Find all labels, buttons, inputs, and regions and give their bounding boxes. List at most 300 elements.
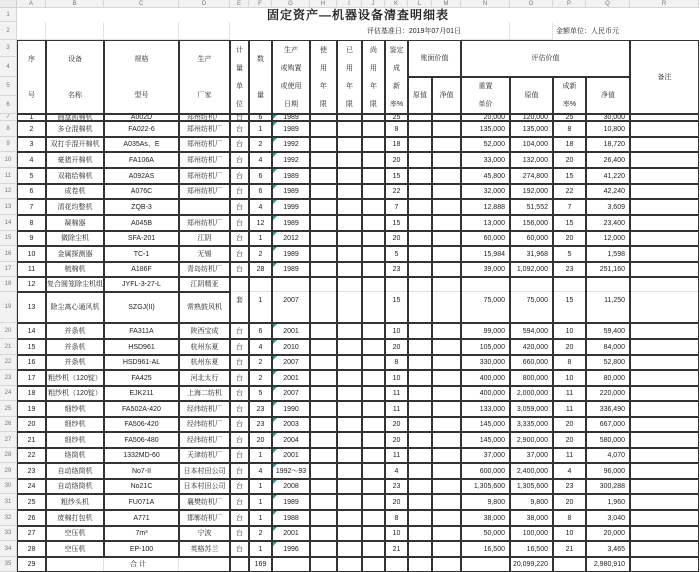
spec-cell[interactable]: HSD961 [104, 339, 179, 355]
book-orig-cell[interactable] [408, 137, 432, 152]
prod-date-cell[interactable]: 2007 [272, 355, 310, 370]
eval-net-cell[interactable]: 23,400 [586, 215, 630, 231]
remark-cell[interactable] [630, 417, 699, 432]
remark-cell[interactable] [630, 262, 699, 277]
life-cell[interactable] [310, 184, 337, 199]
eval-rate-cell[interactable]: 8 [553, 355, 586, 370]
seq-cell[interactable]: 29 [17, 557, 46, 572]
spec-cell[interactable]: FA022-6 [104, 121, 179, 137]
eval-rate-cell[interactable]: 10 [553, 370, 586, 386]
remark-cell[interactable] [630, 541, 699, 557]
row-header[interactable]: 6 [0, 96, 17, 114]
qty-cell[interactable]: 2 [249, 370, 272, 386]
book-net-cell[interactable] [432, 494, 461, 510]
qty-cell[interactable]: 1 [249, 479, 272, 494]
remark-cell[interactable] [630, 121, 699, 137]
column-header-f[interactable]: F [249, 0, 272, 8]
book-net-cell[interactable] [432, 152, 461, 168]
remark-cell[interactable] [630, 323, 699, 339]
repl-price-cell[interactable]: 330,000 [461, 355, 510, 370]
life-cell[interactable] [310, 494, 337, 510]
life-cell[interactable] [310, 432, 337, 448]
device-name-cell[interactable]: 复合圆笼除尘机组 [46, 277, 104, 292]
unit-cell[interactable]: 台 [230, 510, 249, 526]
eval-rate-cell[interactable]: 7 [553, 199, 586, 215]
comment-indicator-icon[interactable] [273, 185, 277, 189]
unit-cell[interactable]: 台 [230, 463, 249, 479]
book-net-cell[interactable] [432, 510, 461, 526]
prod-date-cell[interactable]: 2007 [272, 386, 310, 401]
seq-cell[interactable]: 20 [17, 417, 46, 432]
eval-rate-cell[interactable]: 10 [553, 323, 586, 339]
eval-rate-cell[interactable]: 15 [553, 277, 586, 323]
repl-price-cell[interactable]: 60,000 [461, 231, 510, 246]
totals-empty-cell[interactable] [337, 557, 362, 572]
used-cell[interactable] [337, 479, 362, 494]
row-header[interactable]: 17 [0, 262, 17, 277]
rate-cell[interactable]: 21 [385, 541, 408, 557]
device-name-cell[interactable]: 络筒机 [46, 448, 104, 463]
eval-rate-cell[interactable]: 23 [553, 262, 586, 277]
used-cell[interactable] [337, 277, 362, 323]
seq-cell[interactable]: 4 [17, 152, 46, 168]
book-net-cell[interactable] [432, 121, 461, 137]
used-cell[interactable] [337, 370, 362, 386]
row-header[interactable]: 11 [0, 168, 17, 184]
eval-rate-cell[interactable]: 22 [553, 184, 586, 199]
used-cell[interactable] [337, 401, 362, 417]
book-net-cell[interactable] [432, 168, 461, 184]
spec-cell[interactable]: SZGJ(II) [104, 292, 179, 323]
totals-empty-cell[interactable] [362, 557, 385, 572]
remark-cell[interactable] [630, 401, 699, 417]
remaining-cell[interactable] [362, 417, 385, 432]
used-cell[interactable] [337, 526, 362, 541]
remaining-cell[interactable] [362, 370, 385, 386]
life-cell[interactable] [310, 370, 337, 386]
unit-cell[interactable]: 台 [230, 494, 249, 510]
used-cell[interactable] [337, 137, 362, 152]
eval-orig-cell[interactable]: 2,000,000 [510, 386, 553, 401]
maker-cell[interactable]: 郑州纺机厂 [179, 168, 230, 184]
maker-cell[interactable]: 宁波 [179, 526, 230, 541]
qty-cell[interactable]: 1 [249, 541, 272, 557]
comment-indicator-icon[interactable] [273, 138, 277, 142]
prod-date-cell[interactable]: 1989 [272, 246, 310, 262]
prod-date-cell[interactable]: 1996 [272, 541, 310, 557]
remark-cell[interactable] [630, 557, 699, 572]
column-header-m[interactable]: M [432, 0, 461, 8]
seq-cell[interactable]: 15 [17, 339, 46, 355]
life-cell[interactable] [310, 114, 337, 121]
device-name-cell[interactable]: 并条机 [46, 339, 104, 355]
repl-price-cell[interactable]: 37,000 [461, 448, 510, 463]
rate-cell[interactable]: 25 [385, 114, 408, 121]
prod-date-cell[interactable]: 1989 [272, 215, 310, 231]
book-net-cell[interactable] [432, 386, 461, 401]
remaining-cell[interactable] [362, 494, 385, 510]
eval-net-cell[interactable]: 12,000 [586, 231, 630, 246]
spec-cell[interactable]: TC-1 [104, 246, 179, 262]
eval-rate-cell[interactable]: 15 [553, 215, 586, 231]
eval-orig-cell[interactable]: 800,000 [510, 370, 553, 386]
maker-cell[interactable]: 杭州东夏 [179, 339, 230, 355]
qty-cell[interactable]: 1 [249, 277, 272, 323]
book-net-cell[interactable] [432, 246, 461, 262]
maker-cell[interactable]: 经纬纺机厂 [179, 417, 230, 432]
prod-date-cell[interactable]: 1992 [272, 137, 310, 152]
book-orig-cell[interactable] [408, 386, 432, 401]
remark-cell[interactable] [630, 231, 699, 246]
life-cell[interactable] [310, 137, 337, 152]
device-name-cell[interactable]: 凝棉器 [46, 215, 104, 231]
remaining-cell[interactable] [362, 114, 385, 121]
qty-cell[interactable]: 4 [249, 339, 272, 355]
unit-cell[interactable]: 台 [230, 231, 249, 246]
unit-cell[interactable]: 台 [230, 401, 249, 417]
rate-cell[interactable]: 20 [385, 339, 408, 355]
spec-cell[interactable]: A186F [104, 262, 179, 277]
eval-orig-cell[interactable]: 135,000 [510, 121, 553, 137]
eval-orig-cell[interactable]: 594,000 [510, 323, 553, 339]
repl-price-cell[interactable]: 600,000 [461, 463, 510, 479]
prod-date-cell[interactable]: 2007 [272, 277, 310, 323]
remark-cell[interactable] [630, 184, 699, 199]
comment-indicator-icon[interactable] [273, 115, 277, 119]
device-name-cell[interactable]: 自动络筒机 [46, 479, 104, 494]
eval-rate-cell[interactable]: 20 [553, 152, 586, 168]
life-cell[interactable] [310, 355, 337, 370]
used-cell[interactable] [337, 231, 362, 246]
rate-cell[interactable]: 23 [385, 262, 408, 277]
eval-orig-cell[interactable]: 132,000 [510, 152, 553, 168]
eval-orig-cell[interactable]: 3,335,000 [510, 417, 553, 432]
repl-price-cell[interactable]: 45,800 [461, 168, 510, 184]
qty-cell[interactable]: 4 [249, 463, 272, 479]
comment-indicator-icon[interactable] [273, 169, 277, 173]
eval-rate-cell[interactable]: 25 [553, 114, 586, 121]
prod-date-cell[interactable]: 1989 [272, 121, 310, 137]
prod-date-cell[interactable]: 2012 [272, 231, 310, 246]
used-cell[interactable] [337, 510, 362, 526]
remaining-cell[interactable] [362, 386, 385, 401]
remaining-cell[interactable] [362, 137, 385, 152]
life-cell[interactable] [310, 168, 337, 184]
eval-net-cell[interactable]: 220,000 [586, 386, 630, 401]
eval-orig-cell[interactable]: 192,000 [510, 184, 553, 199]
comment-indicator-icon[interactable] [273, 387, 277, 391]
maker-cell[interactable]: 经纬纺机厂 [179, 401, 230, 417]
comment-indicator-icon[interactable] [273, 371, 277, 375]
comment-indicator-icon[interactable] [273, 542, 277, 546]
unit-cell[interactable]: 台 [230, 370, 249, 386]
maker-cell[interactable]: 常熟鼓风机 [179, 292, 230, 323]
qty-cell[interactable]: 6 [249, 184, 272, 199]
unit-cell[interactable]: 台 [230, 432, 249, 448]
used-cell[interactable] [337, 463, 362, 479]
grid-cell[interactable] [17, 22, 46, 40]
seq-cell[interactable]: 14 [17, 323, 46, 339]
life-cell[interactable] [310, 199, 337, 215]
qty-cell[interactable]: 6 [249, 114, 272, 121]
repl-price-cell[interactable]: 145,000 [461, 417, 510, 432]
seq-cell[interactable]: 26 [17, 510, 46, 526]
spec-cell[interactable]: FA506-480 [104, 432, 179, 448]
seq-cell[interactable]: 19 [17, 401, 46, 417]
seq-cell[interactable]: 25 [17, 494, 46, 510]
remaining-cell[interactable] [362, 401, 385, 417]
eval-orig-cell[interactable]: 9,800 [510, 494, 553, 510]
prod-date-cell[interactable]: 2003 [272, 417, 310, 432]
rate-cell[interactable]: 22 [385, 184, 408, 199]
row-header[interactable]: 28 [0, 448, 17, 463]
totals-empty-cell[interactable] [553, 557, 586, 572]
remaining-cell[interactable] [362, 323, 385, 339]
book-net-cell[interactable] [432, 215, 461, 231]
comment-indicator-icon[interactable] [273, 495, 277, 499]
row-header[interactable]: 30 [0, 479, 17, 494]
grid-cell[interactable] [46, 22, 104, 40]
eval-net-cell[interactable]: 80,000 [586, 370, 630, 386]
maker-cell[interactable]: 江阴 [179, 231, 230, 246]
book-net-cell[interactable] [432, 432, 461, 448]
rate-cell[interactable]: 20 [385, 432, 408, 448]
device-name-cell[interactable]: 自动络筒机 [46, 463, 104, 479]
unit-cell[interactable]: 台 [230, 137, 249, 152]
row-header[interactable]: 5 [0, 77, 17, 96]
book-orig-cell[interactable] [408, 355, 432, 370]
device-name-cell[interactable]: 梳棉机 [46, 262, 104, 277]
prod-date-cell[interactable]: 1989 [272, 262, 310, 277]
eval-orig-cell[interactable]: 51,552 [510, 199, 553, 215]
eval-orig-cell[interactable]: 420,000 [510, 339, 553, 355]
maker-cell[interactable]: 郑州纺机厂 [179, 152, 230, 168]
rate-cell[interactable]: 20 [385, 231, 408, 246]
comment-indicator-icon[interactable] [273, 402, 277, 406]
comment-indicator-icon[interactable] [273, 464, 277, 468]
remark-cell[interactable] [630, 215, 699, 231]
eval-net-cell[interactable]: 42,240 [586, 184, 630, 199]
repl-price-cell[interactable]: 145,000 [461, 432, 510, 448]
rate-cell[interactable]: 20 [385, 494, 408, 510]
eval-net-cell[interactable]: 4,070 [586, 448, 630, 463]
repl-price-cell[interactable]: 12,888 [461, 199, 510, 215]
unit-cell[interactable]: 台 [230, 114, 249, 121]
seq-cell[interactable]: 24 [17, 479, 46, 494]
unit-cell[interactable]: 台 [230, 541, 249, 557]
prod-date-cell[interactable]: 1989 [272, 494, 310, 510]
rate-cell[interactable]: 5 [385, 246, 408, 262]
qty-cell[interactable]: 28 [249, 262, 272, 277]
book-net-cell[interactable] [432, 355, 461, 370]
rate-cell[interactable]: 11 [385, 401, 408, 417]
device-name-cell[interactable]: 除尘离心通风机 [46, 292, 104, 323]
remaining-cell[interactable] [362, 432, 385, 448]
rate-cell[interactable]: 4 [385, 463, 408, 479]
spec-cell[interactable]: No21C [104, 479, 179, 494]
eval-rate-cell[interactable]: 4 [553, 463, 586, 479]
eval-rate-cell[interactable]: 20 [553, 231, 586, 246]
spec-cell[interactable]: 7m³ [104, 526, 179, 541]
device-name-cell[interactable]: 细纱机 [46, 401, 104, 417]
eval-rate-cell[interactable]: 8 [553, 121, 586, 137]
remaining-cell[interactable] [362, 184, 385, 199]
book-net-cell[interactable] [432, 262, 461, 277]
prod-date-cell[interactable]: 1999 [272, 199, 310, 215]
column-header-b[interactable]: B [46, 0, 104, 8]
prod-date-cell[interactable]: 2004 [272, 432, 310, 448]
qty-cell[interactable]: 2 [249, 246, 272, 262]
spec-cell[interactable]: A076C [104, 184, 179, 199]
seq-cell[interactable]: 17 [17, 370, 46, 386]
used-cell[interactable] [337, 355, 362, 370]
row-header[interactable]: 20 [0, 323, 17, 339]
maker-cell[interactable]: 邯郸纺机厂 [179, 510, 230, 526]
used-cell[interactable] [337, 386, 362, 401]
remaining-cell[interactable] [362, 541, 385, 557]
comment-indicator-icon[interactable] [273, 122, 277, 126]
life-cell[interactable] [310, 152, 337, 168]
life-cell[interactable] [310, 386, 337, 401]
device-name-cell[interactable]: 豪猪开棉机 [46, 152, 104, 168]
spec-cell[interactable]: FA506-420 [104, 417, 179, 432]
eval-rate-cell[interactable]: 18 [553, 137, 586, 152]
maker-cell[interactable]: 河北太行 [179, 370, 230, 386]
spec-cell[interactable]: A035As、E [104, 137, 179, 152]
eval-net-cell[interactable]: 3,040 [586, 510, 630, 526]
maker-cell[interactable]: 英格苏兰 [179, 541, 230, 557]
seq-cell[interactable]: 1 [17, 114, 46, 121]
grid-cell[interactable] [104, 22, 179, 40]
qty-cell[interactable]: 1 [249, 231, 272, 246]
book-net-cell[interactable] [432, 114, 461, 121]
row-header[interactable]: 3 [0, 40, 17, 57]
remark-cell[interactable] [630, 114, 699, 121]
row-header[interactable]: 31 [0, 494, 17, 510]
maker-cell[interactable]: 青岛纺机厂 [179, 262, 230, 277]
repl-price-cell[interactable]: 9,800 [461, 494, 510, 510]
spec-cell[interactable]: FA425 [104, 370, 179, 386]
repl-price-cell[interactable]: 50,000 [461, 526, 510, 541]
eval-rate-cell[interactable]: 23 [553, 479, 586, 494]
maker-cell[interactable]: 上海二纺机 [179, 386, 230, 401]
comment-indicator-icon[interactable] [273, 324, 277, 328]
life-cell[interactable] [310, 121, 337, 137]
eval-orig-cell[interactable]: 37,000 [510, 448, 553, 463]
book-net-cell[interactable] [432, 277, 461, 323]
rate-cell[interactable]: 10 [385, 323, 408, 339]
spec-cell[interactable]: A092AS [104, 168, 179, 184]
qty-cell[interactable]: 2 [249, 137, 272, 152]
remaining-cell[interactable] [362, 215, 385, 231]
unit-cell[interactable]: 台 [230, 152, 249, 168]
book-net-cell[interactable] [432, 323, 461, 339]
life-cell[interactable] [310, 246, 337, 262]
seq-cell[interactable]: 16 [17, 355, 46, 370]
unit-cell[interactable]: 台 [230, 479, 249, 494]
comment-indicator-icon[interactable] [273, 527, 277, 531]
device-name-cell[interactable]: 成卷机 [46, 184, 104, 199]
remark-cell[interactable] [630, 526, 699, 541]
used-cell[interactable] [337, 417, 362, 432]
book-orig-cell[interactable] [408, 277, 432, 323]
comment-indicator-icon[interactable] [273, 263, 277, 267]
seq-cell[interactable]: 2 [17, 121, 46, 137]
remaining-cell[interactable] [362, 339, 385, 355]
qty-cell[interactable]: 23 [249, 417, 272, 432]
comment-indicator-icon[interactable] [273, 433, 277, 437]
book-orig-cell[interactable] [408, 168, 432, 184]
rate-cell[interactable]: 10 [385, 526, 408, 541]
column-header-q[interactable]: Q [586, 0, 630, 8]
maker-cell[interactable]: 经纬纺机厂 [179, 432, 230, 448]
life-cell[interactable] [310, 463, 337, 479]
life-cell[interactable] [310, 277, 337, 323]
unit-cell[interactable]: 台 [230, 386, 249, 401]
book-net-cell[interactable] [432, 370, 461, 386]
seq-cell[interactable]: 9 [17, 231, 46, 246]
prod-date-cell[interactable]: 2001 [272, 526, 310, 541]
used-cell[interactable] [337, 323, 362, 339]
qty-cell[interactable]: 4 [249, 199, 272, 215]
row-header[interactable]: 10 [0, 152, 17, 168]
remaining-cell[interactable] [362, 510, 385, 526]
eval-orig-cell[interactable]: 31,968 [510, 246, 553, 262]
remark-cell[interactable] [630, 432, 699, 448]
remark-cell[interactable] [630, 370, 699, 386]
prod-date-cell[interactable]: 1990 [272, 401, 310, 417]
book-net-cell[interactable] [432, 541, 461, 557]
remark-cell[interactable] [630, 510, 699, 526]
qty-cell[interactable]: 1 [249, 510, 272, 526]
unit-cell[interactable]: 台 [230, 339, 249, 355]
device-name-cell[interactable]: 双打手混开棉机 [46, 137, 104, 152]
comment-indicator-icon[interactable] [273, 356, 277, 360]
book-orig-cell[interactable] [408, 479, 432, 494]
row-header[interactable]: 21 [0, 339, 17, 355]
eval-rate-cell[interactable]: 20 [553, 339, 586, 355]
rate-cell[interactable]: 11 [385, 386, 408, 401]
column-header-k[interactable]: K [385, 0, 408, 8]
column-header-r[interactable]: R [630, 0, 699, 8]
eval-net-cell[interactable]: 667,000 [586, 417, 630, 432]
qty-cell[interactable]: 1 [249, 121, 272, 137]
book-orig-cell[interactable] [408, 231, 432, 246]
select-all-corner[interactable] [0, 0, 17, 8]
unit-cell[interactable]: 套 [230, 277, 249, 323]
grid-cell[interactable] [510, 22, 553, 40]
life-cell[interactable] [310, 479, 337, 494]
repl-price-cell[interactable]: 33,000 [461, 152, 510, 168]
prod-date-cell[interactable]: 1989 [272, 168, 310, 184]
seq-cell[interactable]: 21 [17, 432, 46, 448]
repl-price-cell[interactable]: 38,000 [461, 510, 510, 526]
device-name-cell[interactable]: 金属探测器 [46, 246, 104, 262]
life-cell[interactable] [310, 510, 337, 526]
device-name-cell[interactable]: 清花均整机 [46, 199, 104, 215]
spec-cell[interactable]: EJK211 [104, 386, 179, 401]
repl-price-cell[interactable]: 105,000 [461, 339, 510, 355]
totals-empty-cell[interactable] [461, 557, 510, 572]
remark-cell[interactable] [630, 339, 699, 355]
rate-cell[interactable]: 18 [385, 137, 408, 152]
eval-net-cell[interactable]: 1,960 [586, 494, 630, 510]
spec-cell[interactable]: JYFL-3-27-L [104, 277, 179, 292]
repl-price-cell[interactable]: 99,000 [461, 323, 510, 339]
comment-indicator-icon[interactable] [273, 418, 277, 422]
eval-rate-cell[interactable]: 20 [553, 494, 586, 510]
book-orig-cell[interactable] [408, 432, 432, 448]
